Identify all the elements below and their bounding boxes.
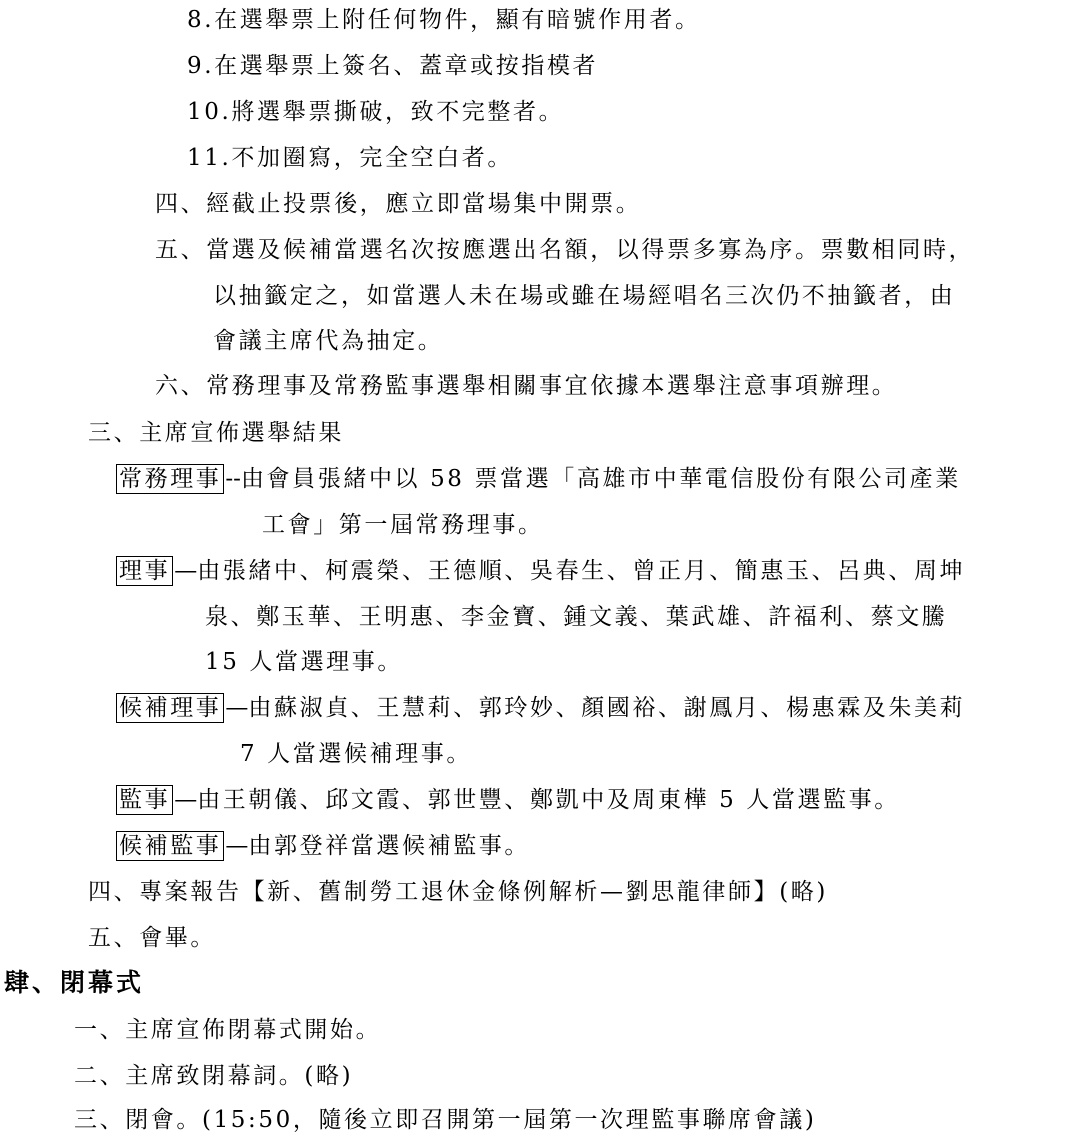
- closing-item-3: 三、閉會。(15:50，隨後立即召開第一屆第一次理監事聯席會議): [74, 1107, 817, 1133]
- dash-separator: —: [225, 833, 249, 859]
- dash-separator: —: [174, 787, 198, 813]
- alternate-supervisor-text: 由郭登祥當選候補監事。: [248, 833, 531, 859]
- alternate-directors-text: 由蘇淑貞、王慧莉、郭玲妙、顏國裕、謝鳳月、楊惠霖及朱美莉: [248, 695, 966, 721]
- closing-item-1: 一、主席宣佈閉幕式開始。: [74, 1017, 382, 1043]
- invalid-item-8: [187, 4, 701, 36]
- item-number: 10.: [187, 99, 232, 125]
- rule-item-5-line-1: 五、當選及候補當選名次按應選出名額，以得票多寡為序。票數相同時，: [155, 237, 975, 263]
- supervisors-text: 由王朝儀、邱文霞、郭世豐、鄭凱中及周東樺 5 人當選監事。: [197, 787, 900, 813]
- dash-separator: —: [174, 558, 198, 584]
- directors-label: 理事: [116, 556, 173, 586]
- alternate-supervisor-label: 候補監事: [116, 831, 224, 861]
- directors-text: 由張緒中、柯震榮、王德順、吳春生、曾正月、簡惠玉、呂典、周坤: [197, 558, 966, 584]
- directors-line-1: [116, 555, 965, 587]
- rule-item-4: 四、經截止投票後，應立即當場集中開票。: [155, 191, 642, 217]
- item-text: 在選舉票上附任何物件，顯有暗號作用者。: [214, 7, 701, 33]
- item-text: 不加圈寫，完全空白者。: [231, 145, 513, 171]
- alternate-directors-line-2: 7 人當選候補理事。: [240, 741, 472, 767]
- directors-line-3: 15 人當選理事。: [205, 649, 403, 675]
- item-text: 在選舉票上簽名、蓋章或按指模者: [214, 53, 599, 79]
- rule-item-6: 六、常務理事及常務監事選舉相關事宜依據本選舉注意事項辦理。: [155, 373, 898, 399]
- invalid-item-11: [187, 142, 513, 174]
- supervisors-label: 監事: [116, 785, 173, 815]
- alternate-directors-label: 候補理事: [116, 693, 224, 723]
- rule-item-5-line-3: 會議主席代為抽定。: [213, 328, 444, 354]
- standing-director-text: 由會員張緒中以 58 票當選「高雄市中華電信股份有限公司產業: [240, 466, 961, 492]
- item-text: 將選舉票撕破，致不完整者。: [231, 99, 565, 125]
- results-heading: 三、主席宣佈選舉結果: [88, 420, 344, 446]
- supervisors-line-1: [116, 784, 900, 816]
- dash-separator: --: [225, 466, 241, 492]
- directors-line-2: 泉、鄭玉華、王明惠、李金寶、鍾文義、葉武雄、許福利、蔡文騰: [205, 604, 948, 630]
- closing-heading: 肆、閉幕式: [4, 968, 145, 997]
- dash-separator: —: [225, 695, 249, 721]
- alternate-directors-line-1: [116, 692, 965, 724]
- alternate-supervisor-line-1: [116, 830, 530, 862]
- standing-director-label: 常務理事: [116, 464, 224, 494]
- agenda-item-5: 五、會畢。: [88, 925, 216, 951]
- item-number: 11.: [187, 145, 232, 171]
- standing-director-line-2: 工會」第一屆常務理事。: [262, 512, 544, 538]
- invalid-item-9: [187, 50, 598, 82]
- standing-director-line-1: [116, 463, 961, 495]
- agenda-item-4: 四、專案報告【新、舊制勞工退休金條例解析—劉思龍律師】(略): [88, 879, 828, 905]
- rule-item-5-line-2: 以抽籤定之，如當選人未在場或雖在場經唱名三次仍不抽籤者，由: [213, 283, 956, 309]
- invalid-item-10: [187, 96, 564, 128]
- item-number: 8.: [187, 7, 215, 33]
- item-number: 9.: [187, 53, 215, 79]
- closing-item-2: 二、主席致閉幕詞。(略): [74, 1063, 354, 1089]
